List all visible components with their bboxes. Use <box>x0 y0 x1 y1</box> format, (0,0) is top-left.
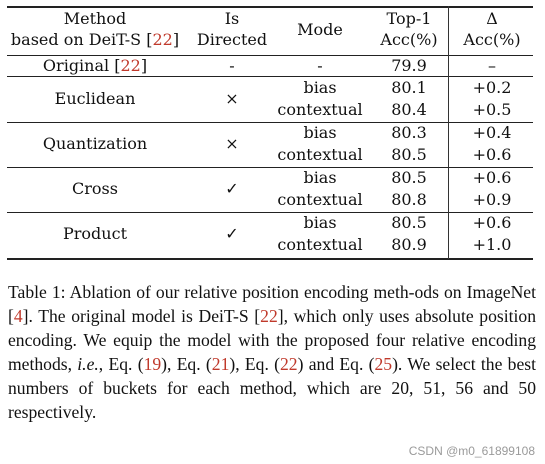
directed-check-mark: ✓ <box>225 179 239 198</box>
directed-check-mark: ✓ <box>225 224 239 243</box>
citation-link[interactable]: 22 <box>120 56 141 75</box>
original-top1: 79.9 <box>391 56 427 75</box>
citation-link[interactable]: 4 <box>13 306 23 326</box>
original-mode: - <box>317 56 323 75</box>
header-delta-line1: Δ <box>486 9 498 28</box>
top1-cell: 80.5 <box>391 213 427 232</box>
watermark: CSDN @m0_61899108 <box>408 444 535 458</box>
original-label: Original [22] <box>42 56 148 75</box>
header-top1-line2: Acc(%) <box>380 30 438 49</box>
directed-cross-mark: × <box>225 134 239 153</box>
mode-cell: bias <box>303 168 337 187</box>
delta-cell: +0.6 <box>472 213 512 232</box>
mode-cell: bias <box>303 123 337 142</box>
top1-cell: 80.5 <box>391 145 427 164</box>
group-rule-2 <box>7 167 533 168</box>
citation-link[interactable]: 22 <box>260 306 278 326</box>
delta-cell: +1.0 <box>472 235 512 254</box>
column-separator <box>448 6 449 259</box>
original-directed: - <box>229 56 235 75</box>
results-table <box>7 6 533 258</box>
method-quantization: Quantization <box>42 134 148 153</box>
top1-cell: 80.8 <box>391 190 427 209</box>
top1-cell: 80.5 <box>391 168 427 187</box>
delta-cell: +0.4 <box>472 123 512 142</box>
group-rule-1 <box>7 122 533 123</box>
header-method-line1: Method <box>63 9 127 28</box>
mode-cell: bias <box>303 78 337 97</box>
top1-cell: 80.4 <box>391 100 427 119</box>
mode-cell: contextual <box>277 190 363 209</box>
delta-cell: +0.2 <box>472 78 512 97</box>
header-method-line2: based on DeiT-S [22] <box>10 30 180 49</box>
mode-cell: contextual <box>277 145 363 164</box>
original-rule <box>7 76 533 77</box>
original-delta: – <box>488 56 496 75</box>
equation-link[interactable]: 19 <box>143 354 162 374</box>
method-product: Product <box>63 224 127 243</box>
delta-cell: +0.5 <box>472 100 512 119</box>
top1-cell: 80.1 <box>391 78 427 97</box>
equation-link[interactable]: 21 <box>211 354 230 374</box>
header-directed-line1: Is <box>224 9 240 28</box>
top1-cell: 80.3 <box>391 123 427 142</box>
header-mode: Mode <box>297 20 343 39</box>
table-caption: Table 1: Ablation of our relative position encoding meth-ods on ImageNet [4]. The original model is DeiT-S [22], which only uses absolute position encoding. We equip the model with the proposed four relative encoding methods, i.e., Eq. (19), Eq. (21), Eq. (22) and Eq. (25). We select the best numbers of buckets for each method, which are 20, 51, 56 and 50 respectively. <box>8 282 537 422</box>
delta-cell: +0.6 <box>472 145 512 164</box>
header-directed-line2: Directed <box>196 30 268 49</box>
table-top-rule <box>7 6 533 8</box>
directed-cross-mark: × <box>225 89 239 108</box>
mode-cell: contextual <box>277 235 363 254</box>
equation-link[interactable]: 25 <box>374 354 393 374</box>
header-delta-line2: Acc(%) <box>463 30 521 49</box>
method-euclidean: Euclidean <box>54 89 136 108</box>
citation-link[interactable]: 22 <box>152 30 173 49</box>
table-bottom-rule <box>7 258 533 260</box>
group-rule-3 <box>7 212 533 213</box>
mode-cell: contextual <box>277 100 363 119</box>
equation-link[interactable]: 22 <box>280 354 298 374</box>
mode-cell: bias <box>303 213 337 232</box>
header-top1-line1: Top-1 <box>386 9 432 28</box>
delta-cell: +0.6 <box>472 168 512 187</box>
delta-cell: +0.9 <box>472 190 512 209</box>
method-cross: Cross <box>72 179 118 198</box>
top1-cell: 80.9 <box>391 235 427 254</box>
